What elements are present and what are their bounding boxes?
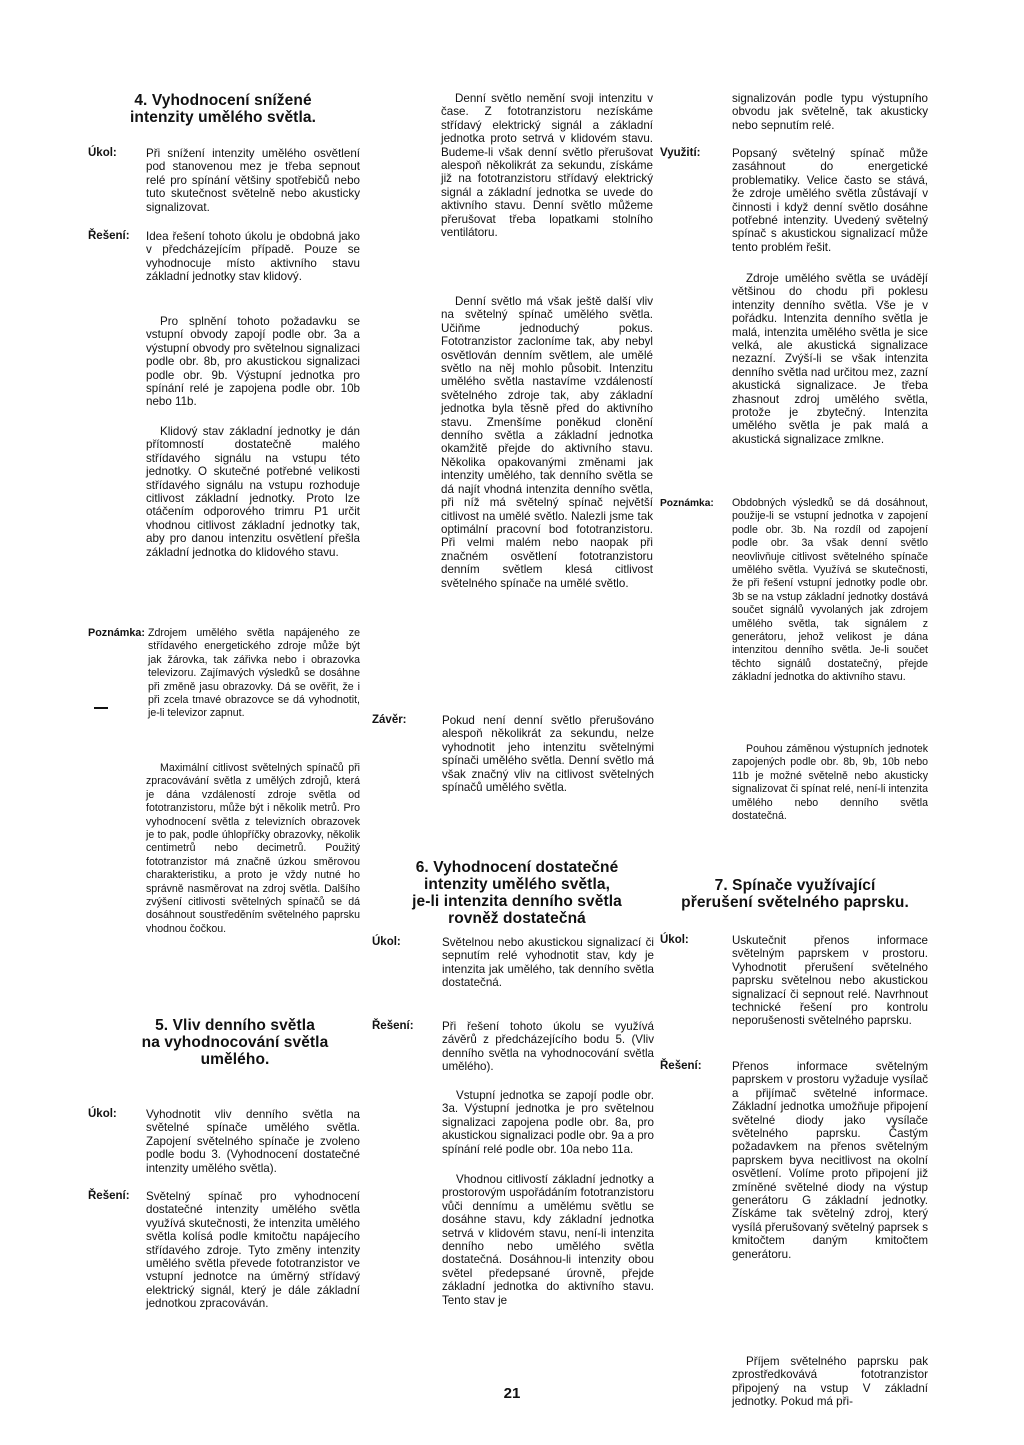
use-label: Využití: bbox=[660, 147, 701, 159]
section-6-task bbox=[372, 936, 654, 990]
solution-label: Řešení: bbox=[660, 1060, 702, 1072]
solution-text: Idea řešení tohoto úkolu je obdobná jako v předcházejícím případě. Pouze se vyhodnocuje místo aktivního stavu základní jednotky stav klidový. bbox=[146, 230, 360, 284]
section-4-note bbox=[88, 627, 360, 721]
task-label: Úkol: bbox=[88, 147, 117, 159]
section-6-continued: signalizován podle typu výstupního obvodu jak světelně, tak akusticky nebo sepnutím relé. bbox=[732, 92, 928, 132]
solution-text: Při řešení tohoto úkolu se využívá závěrů z předcházejícího bodu 5. (Vliv denního světla na vyhodnocování světla umělého). bbox=[442, 1020, 654, 1074]
note-text: Obdobných výsledků se dá dosáhnout, použije-li se vstupní jednotka v zapojení podle obr. 3b. Na rozdíl od zapojení podle obr. 3a však denní světlo neovlivňuje citlivost světelného spínače umělého světla. Využívá se skutečnosti, že při řešení vstupní jednotky podle obr. 3b se na vstup základní jednotky dostává součet signálů vyvolaných jak zdrojem umělého světla, tak signálem z generátoru, jehož velikost je dána intenzitou denního světla. Je-li součet těchto signálů dostatečný, přejde základní jednotka do aktivního stavu. bbox=[732, 497, 928, 684]
section-6-paragraph-2: Vhodnou citlivostí základní jednotky a prostorovým uspořádáním fototranzistoru vůči dennímu a umělému světlu se dosáhne stavu, kdy základní jednotka setrvá v klidovém stavu, není-li intenzita denního nebo umělého světla dostatečná. Dosáhnou-li intenzity obou světel předepsané úrovně, přejde základní jednotka do aktivního stavu. Tento stav je bbox=[442, 1173, 654, 1307]
section-4-heading: 4. Vyhodnocení snížené intenzity umělého světla. bbox=[130, 92, 316, 126]
solution-label: Řešení: bbox=[372, 1020, 414, 1032]
section-6-heading: 6. Vyhodnocení dostatečné intenzity umělého světla, je-li intenzita denního světla rovněž dostatečná bbox=[412, 859, 622, 927]
section-4-paragraph-1: Pro splnění tohoto požadavku se vstupní obvody zapojí podle obr. 3a a výstupní obvody pro světelnou signalizaci podle obr. 8b, pro akustickou signalizaci podle obr. 9b. Výstupní jednotka pro spínání relé je zapojena podle obr. 10b nebo 11b. bbox=[146, 315, 360, 409]
section-4-paragraph-3: Maximální citlivost světelných spínačů při zpracovávání světla z umělých zdrojů, která je dána vzdáleností zdroje světla od fototranzistoru, může být i několik metrů. Pro vyhodnocení světla z televizních obrazovek je to pak, podle úhlopříčky obrazovky, několik centimetrů nebo decimetrů. Použitý fototranzistor má značně úzkou směrovou charakteristiku, a proto je vždy nutné ho správně nasměrovat na zdroj světla. Dalšího zvýšení citlivosti světelných spínačů se dá dosáhnout soustředěním světelného paprsku vhodnou čočkou. bbox=[146, 762, 360, 935]
note-label: Poznámka: bbox=[660, 498, 714, 509]
task-label: Úkol: bbox=[88, 1108, 117, 1120]
solution-text: Světelný spínač pro vyhodnocení dostatečné intenzity umělého světla využívá skutečnosti, že intenzita umělého světla kolísá podle kmitočtu napájecího střídavého zdroje. Tyto změny intenzity umělého světla převede fototranzistor ve vstupní jednotce na úměrný střídavý elektrický signál, který je dále základní jednotkou zpracováván. bbox=[146, 1190, 360, 1311]
use-text: Popsaný světelný spínač může zasáhnout do energetické problematiky. Velice často se stává, že zdroje umělého světla zůstávají v činnosti i když denní světlo dosáhne potřebné intenzity. Uvedený světelný spínač s akustickou signalizací může tento problém řešit. bbox=[732, 147, 928, 254]
section-7-task bbox=[660, 934, 928, 1028]
solution-label: Řešení: bbox=[88, 230, 130, 242]
section-7-heading: 7. Spínače využívající přerušení světelného paprsku. bbox=[681, 877, 909, 911]
conclusion-label: Závěr: bbox=[372, 714, 407, 726]
note-label: Poznámka: bbox=[88, 627, 145, 639]
section-6-note bbox=[660, 497, 928, 685]
page-number: 21 bbox=[503, 1385, 521, 1402]
task-text: Uskutečnit přenos informace světelným paprskem v prostoru. Vyhodnotit přerušení světelného paprsku světelnou nebo akustickou signalizací či sepnout relé. Navrhnout technické řešení pro kontrolu neporušenosti světelného paprsku. bbox=[732, 934, 928, 1028]
task-text: Světelnou nebo akustickou signalizací či sepnutím relé vyhodnotit stav, kdy je intenzita jak umělého, tak denního světla dostatečná. bbox=[442, 936, 654, 990]
section-4-paragraph-2: Klidový stav základní jednotky je dán přítomností dostatečně malého střídavého signálu na vstupu této jednotky. O skutečné potřebné velikosti střídavého signálu na vstupu rozhoduje citlivost základní jednotky. Proto lze otáčením odporového trimru P1 určit vhodnou citlivost základní jednotky tak, aby pro danou intenzitu osvětlení přešla základní jednotka do klidového stavu. bbox=[146, 425, 360, 559]
section-6-use bbox=[660, 147, 928, 254]
section-7-solution bbox=[660, 1060, 928, 1261]
conclusion-text: Pokud není denní světlo přerušováno alespoň několikrát za sekundu, nelze vyhodnotit jeho intenzitu světelnými spínači umělého světla. Denní světlo má však značný vliv na citlivost světelných spínačů umělého světla. bbox=[442, 714, 654, 795]
section-6-paragraph-3: Zdroje umělého světla se uvádějí většinou do chodu při poklesu intenzity denního světla. Vše je v pořádku. Intenzita denního světla je malá, intenzita umělého světla je sice velká, ale akustická signalizace nezazní. Zvýší-li se však intenzita denního světla nad určitou mez, zazní akustická signalizace. Je třeba zhasnout zdroj umělého světla, protože je zbytečný. Intenzita umělého světla je pak malá a akustická signalizace zmlkne. bbox=[732, 272, 928, 446]
section-5-heading: 5. Vliv denního světla na vyhodnocování světla umělého. bbox=[141, 1017, 329, 1068]
section-5-conclusion bbox=[372, 714, 654, 794]
note-text: Zdrojem umělého světla napájeného ze střídavého energetického zdroje může být jak žárovka, tak zářivka nebo i obrazovka televizoru. Zajímavých výsledků se dosáhne při změně jasu obrazovky. Dá se ověřit, že i při zcela tmavé obrazovce se dá vyhodnotit, je-li televizor zapnut. bbox=[148, 627, 360, 720]
section-7-paragraph-1: Příjem světelného paprsku pak zprostředkovává fototranzistor připojený na vstup V základní jednotky. Pokud má při- bbox=[732, 1355, 928, 1409]
task-text: Vyhodnotit vliv denního světla na světelné spínače umělého světla. Zapojení světelného spínače je zvoleno podle bodu 3. (Vyhodnocení dostatečné intenzity umělého světla). bbox=[146, 1108, 360, 1175]
section-5-task bbox=[88, 1108, 360, 1175]
section-4-solution bbox=[88, 230, 360, 284]
section-5-continued-1: Denní světlo nemění svoji intenzitu v čase. Z fototranzistoru nezískáme střídavý elektrický signál a základní jednotka proto setrvá v klidovém stavu. Budeme-li však denní světlo přerušovat alespoň několikrát za sekundu, získáme již na fototranzistoru střídavý elektrický signál a základní jednotka se uvede do aktivního stavu. Denní světlo můžeme přerušovat třeba lopatkami stolního ventilátoru. bbox=[441, 92, 653, 240]
solution-label: Řešení: bbox=[88, 1190, 130, 1202]
section-6-paragraph-1: Vstupní jednotka se zapojí podle obr. 3a. Výstupní jednotka je pro světelnou signalizaci zapojena podle obr. 8a, pro akustickou signalizaci podle obr. 9a a pro spínání relé podle obr. 10a nebo 11a. bbox=[442, 1089, 654, 1156]
section-6-solution bbox=[372, 1020, 654, 1074]
margin-dash bbox=[94, 707, 108, 709]
task-text: Při snížení intenzity umělého osvětlení pod stanovenou mez je třeba sepnout relé pro spínání většiny spotřebičů nebo tuto skutečnost světelně nebo akusticky signalizovat. bbox=[146, 147, 360, 214]
solution-text: Přenos informace světelným paprskem v prostoru vyžaduje vysílač a přijímač světelné informace. Základní jednotka umožňuje připojení světelné diody jako vysílače světelného paprsku. Častým požadavkem na přenos světelným paprskem byva necitlivost na okolní osvětlení. Volíme proto připojení již zmíněné světelné diody na výstup generátoru G základní jednotky. Získáme tak světelný zdroj, který vysílá přerušovaný světelný paprsek s kmitočtem daným kmitočtem generátoru. bbox=[732, 1060, 928, 1261]
section-5-continued-2: Denní světlo má však ještě další vliv na světelný spínač umělého světla. Učiňme jednoduchý pokus. Fototranzistor zacloníme tak, aby nebyl osvětlován denním světlem, ale umělé světlo na něj mohlo působit. Intenzitu umělého světla nastavíme vzdáleností světelného zdroje tak, aby základní jednotka byla těsně před do aktivního stavu. Zmenšíme poněkud clonění denního světla a základní jednotka okamžitě přejde do aktivního stavu. Několika opakovanými změnami jak intenzity umělého, tak denního světla se dá najít vhodná intenzita denního světla, při níž má světelný spínač největší citlivost na umělé světlo. Nalezli jsme tak optimální pracovní bod fototranzistoru. Při velmi malém nebo naopak při značném osvětlení fototranzistoru denním světlem klesá citlivost světelného spínače na umělé světlo. bbox=[441, 295, 653, 590]
section-4-task bbox=[88, 147, 360, 214]
section-6-paragraph-4: Pouhou záměnou výstupních jednotek zapojených podle obr. 8b, 9b, 10b nebo 11b je možné světelně nebo akusticky signalizovat či spínat relé, není-li intenzita umělého nebo denního světla dostatečná. bbox=[732, 743, 928, 823]
task-label: Úkol: bbox=[372, 936, 401, 948]
section-5-solution bbox=[88, 1190, 360, 1311]
task-label: Úkol: bbox=[660, 934, 689, 946]
